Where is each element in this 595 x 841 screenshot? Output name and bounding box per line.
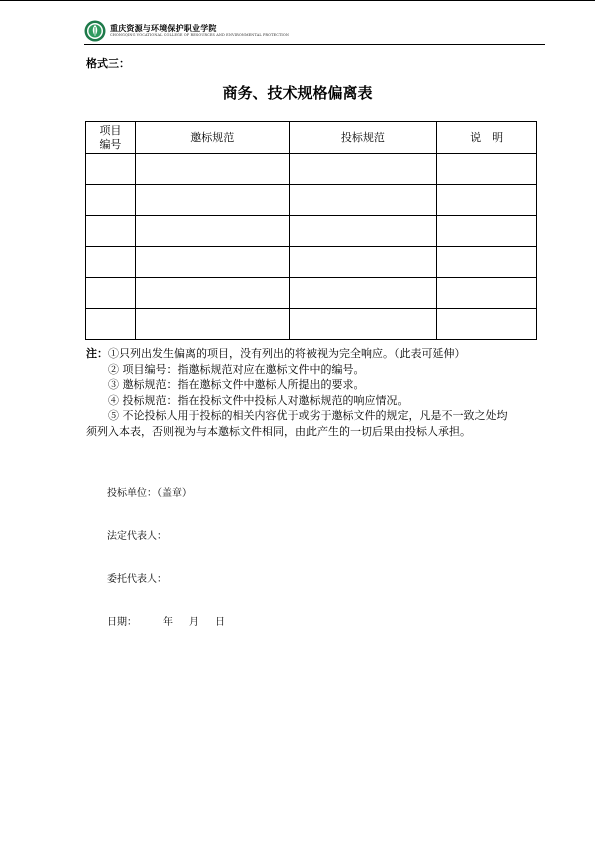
document-title: 商务、技术规格偏离表 <box>222 84 373 102</box>
page-header <box>84 20 545 46</box>
table-cell[interactable] <box>135 216 289 247</box>
date-month: 月 <box>189 617 199 628</box>
note-line <box>86 346 546 362</box>
date-day: 日 <box>215 617 225 628</box>
note-3: ③ 邀标规范：指在邀标文件中邀标人所提出的要求。 <box>108 378 365 391</box>
college-logo-icon <box>84 20 106 42</box>
table-row <box>86 278 537 309</box>
notes-section <box>86 346 546 439</box>
table-cell[interactable] <box>135 309 289 340</box>
note-5-continued: 须列入本表，否则视为与本邀标文件相同，由此产生的一切后果由投标人承担。 <box>86 424 471 438</box>
table-cell[interactable] <box>289 278 437 309</box>
table-cell[interactable] <box>289 185 437 216</box>
date-field <box>107 613 225 628</box>
table-cell[interactable] <box>135 247 289 278</box>
table-cell[interactable] <box>437 216 537 247</box>
authorized-representative-field: 委托代表人： <box>107 574 167 585</box>
page-top-rule <box>0 0 595 1</box>
format-label: 格式三： <box>86 57 130 70</box>
table-row <box>86 309 537 340</box>
table-cell[interactable] <box>289 247 437 278</box>
table-cell[interactable] <box>289 309 437 340</box>
col-header-bid-spec: 投标规范 <box>289 122 437 154</box>
date-label: 日期： <box>107 617 137 628</box>
table-cell[interactable] <box>86 247 136 278</box>
table-cell[interactable] <box>86 309 136 340</box>
table-cell[interactable] <box>86 154 136 185</box>
note-2: ② 项目编号：指邀标规范对应在邀标文件中的编号。 <box>108 362 365 376</box>
table-row <box>86 216 537 247</box>
table-row <box>86 247 537 278</box>
table-cell[interactable] <box>437 309 537 340</box>
note-4: ④ 投标规范：指在投标文件中投标人对邀标规范的响应情况。 <box>108 393 409 407</box>
org-name: 重庆资源与环境保护职业学院 <box>110 23 217 33</box>
header-rule <box>84 44 545 45</box>
legal-representative-field: 法定代表人： <box>107 531 167 542</box>
table-cell[interactable] <box>135 185 289 216</box>
table-cell[interactable] <box>437 185 537 216</box>
table-cell[interactable] <box>135 278 289 309</box>
notes-label: 注： <box>86 347 108 360</box>
table-cell[interactable] <box>86 278 136 309</box>
table-cell[interactable] <box>289 216 437 247</box>
table-row <box>86 154 537 185</box>
table-cell[interactable] <box>289 154 437 185</box>
note-1: ①只列出发生偏离的项目，没有列出的将被视为完全响应。（此表可延伸） <box>108 347 466 360</box>
table-cell[interactable] <box>135 154 289 185</box>
col-header-invite-spec: 邀标规范 <box>135 122 289 154</box>
org-subtitle: CHONGQING VOCATIONAL COLLEGE OF RESOURCES AND ENVIRONMENTAL PROTECTION <box>110 33 290 37</box>
table-cell[interactable] <box>86 216 136 247</box>
table-cell[interactable] <box>437 154 537 185</box>
note-5: ⑤ 不论投标人用于投标的相关内容优于或劣于邀标文件的规定，凡是不一致之处均 <box>108 409 508 422</box>
col-header-item-no: 项目 编号 <box>86 122 136 154</box>
deviation-table <box>85 121 537 340</box>
table-header-row <box>86 122 537 154</box>
table-cell[interactable] <box>86 185 136 216</box>
table-row <box>86 185 537 216</box>
col-header-remarks: 说 明 <box>437 122 537 154</box>
table-cell[interactable] <box>437 278 537 309</box>
table-cell[interactable] <box>437 247 537 278</box>
bidder-unit-field: 投标单位：（盖章） <box>107 488 192 499</box>
date-year: 年 <box>163 617 173 628</box>
